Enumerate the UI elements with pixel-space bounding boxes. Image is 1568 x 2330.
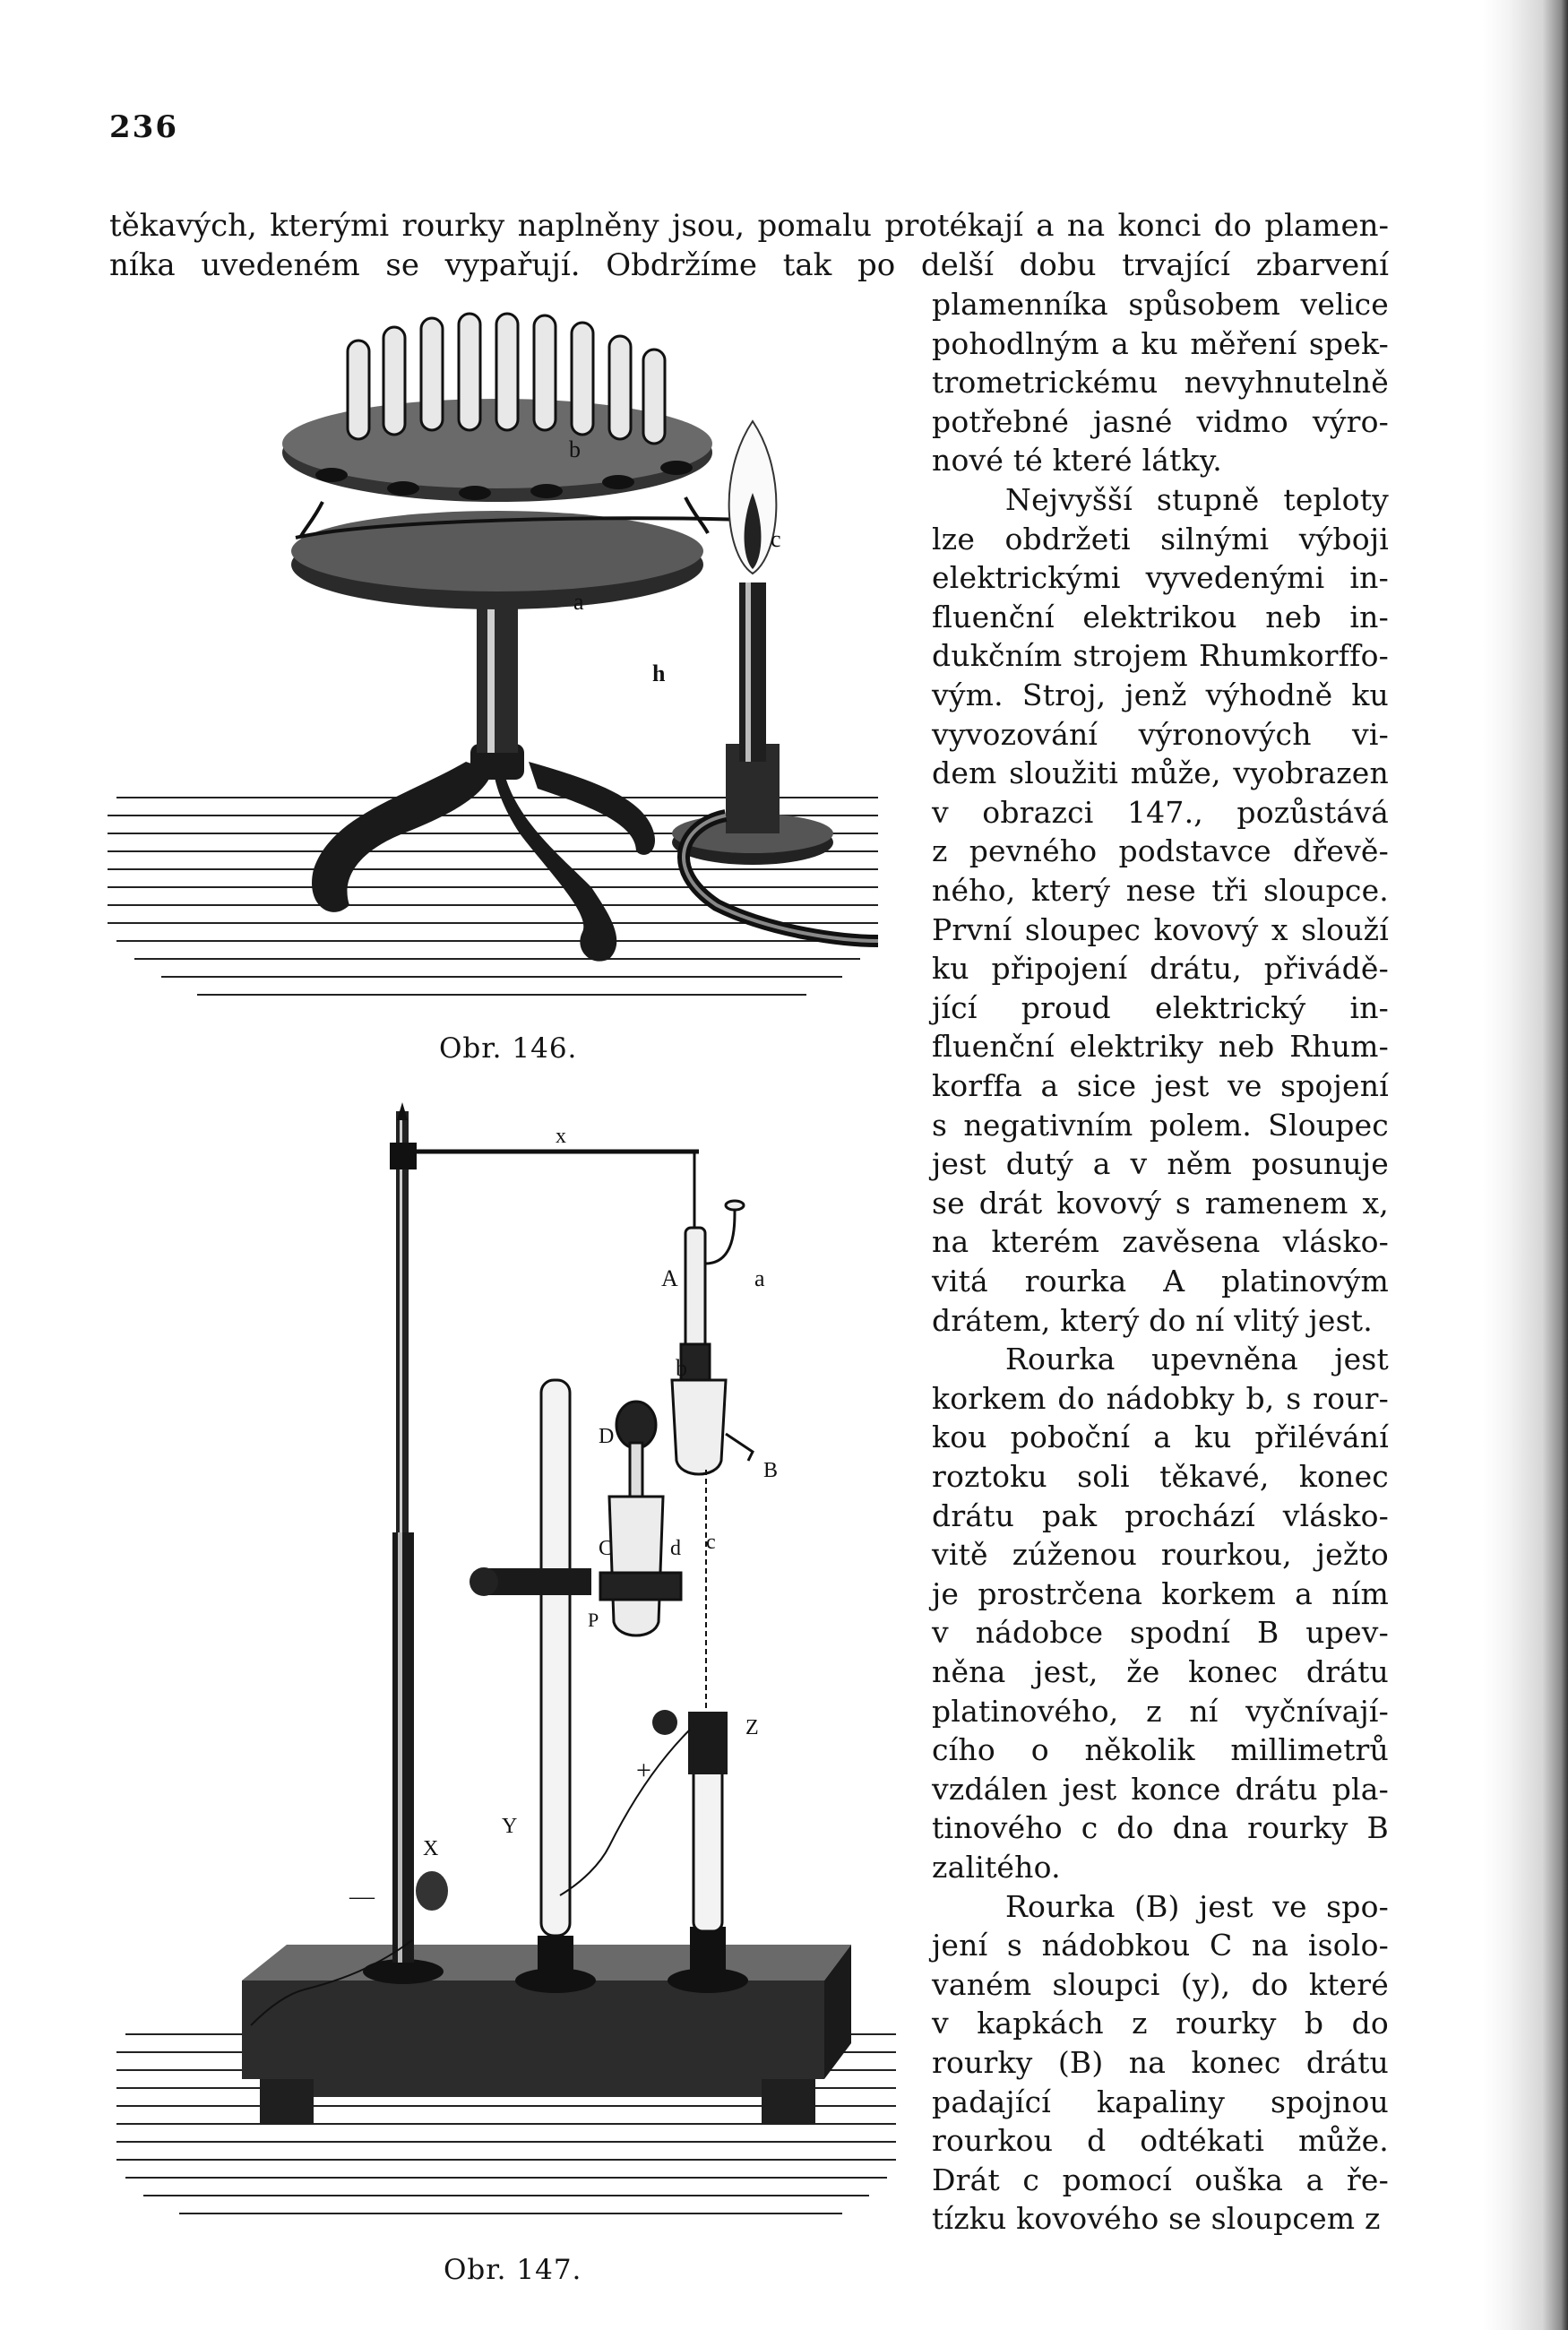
text-line: drátem, který do ní vlitý jest. bbox=[932, 1302, 1373, 1338]
page-edge-shadow bbox=[1483, 0, 1568, 2330]
text-line: jení s nádobkou C na isolo- bbox=[932, 1928, 1389, 1963]
text-line: ného, který nese tři sloupce. bbox=[932, 873, 1389, 908]
text-line: pohodlným a ku měření spek- bbox=[932, 325, 1389, 361]
text-line: kou poboční a ku přilévání bbox=[932, 1420, 1389, 1455]
text-line: plamenníka spůsobem velice bbox=[932, 287, 1389, 322]
text-line: tinového c do dna rourky B bbox=[932, 1810, 1389, 1846]
text-line: nové té které látky. bbox=[932, 443, 1222, 479]
fig146-label-c: c bbox=[771, 526, 781, 552]
fig146-label-a: a bbox=[573, 589, 584, 615]
fig147-column-y bbox=[470, 1380, 596, 1993]
text-line: dem sloužiti může, vyobrazen bbox=[932, 755, 1389, 791]
fig146-tubes bbox=[348, 314, 665, 444]
fig146-label-b: b bbox=[569, 436, 581, 462]
fig147-label-Y: Y bbox=[502, 1815, 518, 1838]
text-line: elektrickými vyvedenými in- bbox=[932, 560, 1389, 596]
text-line: korffa a sice jest ve spojení bbox=[932, 1068, 1389, 1103]
text-line: zalitého. bbox=[932, 1850, 1061, 1885]
fig146-column bbox=[477, 591, 518, 753]
text-line: Nejvyšší stupně teploty bbox=[1005, 482, 1389, 517]
text-line: Rourka (B) jest ve spo- bbox=[1005, 1888, 1389, 1924]
text-line: se drát kovový s ramenem x, bbox=[932, 1185, 1389, 1221]
fig146-tripod bbox=[312, 744, 655, 962]
figure-147-caption: Obr. 147. bbox=[444, 2254, 582, 2286]
fig147-label-d: d bbox=[670, 1537, 681, 1560]
text-line: vyvozování výronových vi- bbox=[932, 716, 1389, 752]
figure-146-caption: Obr. 146. bbox=[439, 1032, 578, 1065]
fig147-label-C: C bbox=[599, 1537, 614, 1560]
text-line: s negativním polem. Sloupec bbox=[932, 1107, 1389, 1143]
text-line: lze obdržeti silnými výboji bbox=[932, 521, 1389, 557]
text-line: drátu pak prochází vlásko- bbox=[932, 1497, 1389, 1533]
fig147-label-x-arm: x bbox=[556, 1125, 566, 1148]
figure-147-illustration bbox=[108, 1084, 914, 2240]
text-line: z pevného podstavce dřevě- bbox=[932, 833, 1389, 869]
text-line: První sloupec kovový x slouží bbox=[932, 911, 1389, 947]
text-line: potřebné jasné vidmo výro- bbox=[932, 403, 1389, 439]
fig147-label-minus: — bbox=[349, 1883, 375, 1911]
text-line: jest dutý a v něm posunuje bbox=[932, 1146, 1389, 1182]
text-line: vzdálen jest konce drátu pla- bbox=[932, 1771, 1389, 1807]
fig147-label-b: b bbox=[676, 1355, 687, 1381]
fig147-label-D: D bbox=[599, 1425, 615, 1448]
text-line: tízku kovového se sloupcem z bbox=[932, 2201, 1381, 2237]
text-line: roztoku soli těkavé, konec bbox=[932, 1459, 1389, 1494]
fig147-label-c: c bbox=[706, 1531, 716, 1554]
fig146-label-h: h bbox=[652, 660, 666, 686]
text-line: vaném sloupci (y), do které bbox=[932, 1966, 1389, 2002]
fig147-label-Z: Z bbox=[745, 1716, 759, 1739]
text-line: platinového, z ní vyčnívají- bbox=[932, 1693, 1389, 1729]
fig147-column-z bbox=[652, 1470, 748, 1993]
fig147-label-a: a bbox=[754, 1265, 765, 1291]
figure-146-illustration bbox=[108, 296, 914, 1022]
text-line: v obrazci 147., pozůstává bbox=[932, 794, 1389, 830]
text-line: v nádobce spodní B upev- bbox=[932, 1615, 1389, 1651]
text-line: níka uvedeném se vypařují. Obdržíme tak po delší dobu trvající zbarvení bbox=[109, 247, 1389, 283]
fig147-wire-positive bbox=[560, 1730, 690, 1895]
fig147-label-B: B bbox=[763, 1459, 779, 1482]
text-line: na kterém zavěsena vlásko- bbox=[932, 1224, 1389, 1260]
text-line: vým. Stroj, jenž výhodně ku bbox=[932, 677, 1389, 712]
text-line: padající kapaliny spojnou bbox=[932, 2084, 1389, 2119]
text-line: jící proud elektrický in- bbox=[932, 989, 1389, 1025]
text-line: dukčním strojem Rhumkorffo- bbox=[932, 638, 1389, 674]
text-line: Rourka upevněna jest bbox=[1005, 1342, 1389, 1377]
text-line: cího o několik millimetrů bbox=[932, 1732, 1389, 1768]
text-line: rourky (B) na konec drátu bbox=[932, 2045, 1389, 2080]
text-line: vitě zúženou rourkou, ježto bbox=[932, 1537, 1389, 1573]
text-line: v kapkách z rourky b do bbox=[932, 2006, 1389, 2041]
fig147-capillary bbox=[672, 1201, 753, 1474]
fig147-label-P: P bbox=[588, 1609, 599, 1631]
text-line: těkavých, kterými rourky naplněny jsou, pomalu protékají a na konci do plamen- bbox=[109, 208, 1389, 244]
text-line: fluenční elektrikou neb in- bbox=[932, 599, 1389, 634]
text-line: trometrickému nevyhnutelně bbox=[932, 365, 1389, 401]
fig147-label-plus: + bbox=[636, 1756, 651, 1785]
text-line: fluenční elektriky neb Rhum- bbox=[932, 1029, 1389, 1065]
text-line: je prostrčena korkem a ním bbox=[932, 1575, 1389, 1611]
text-line: ku připojení drátu, přivádě- bbox=[932, 951, 1389, 987]
fig147-label-A: A bbox=[661, 1265, 678, 1291]
text-line: rourkou d odtékati může. bbox=[932, 2123, 1389, 2159]
text-line: Drát c pomocí ouška a ře- bbox=[932, 2162, 1389, 2197]
text-line: vitá rourka A platinovým bbox=[932, 1264, 1389, 1299]
fig147-label-X: X bbox=[423, 1837, 439, 1860]
page-number: 236 bbox=[109, 109, 178, 145]
text-line: korkem do nádobky b, s rour- bbox=[932, 1380, 1389, 1416]
text-line: něna jest, že konec drátu bbox=[932, 1654, 1389, 1689]
